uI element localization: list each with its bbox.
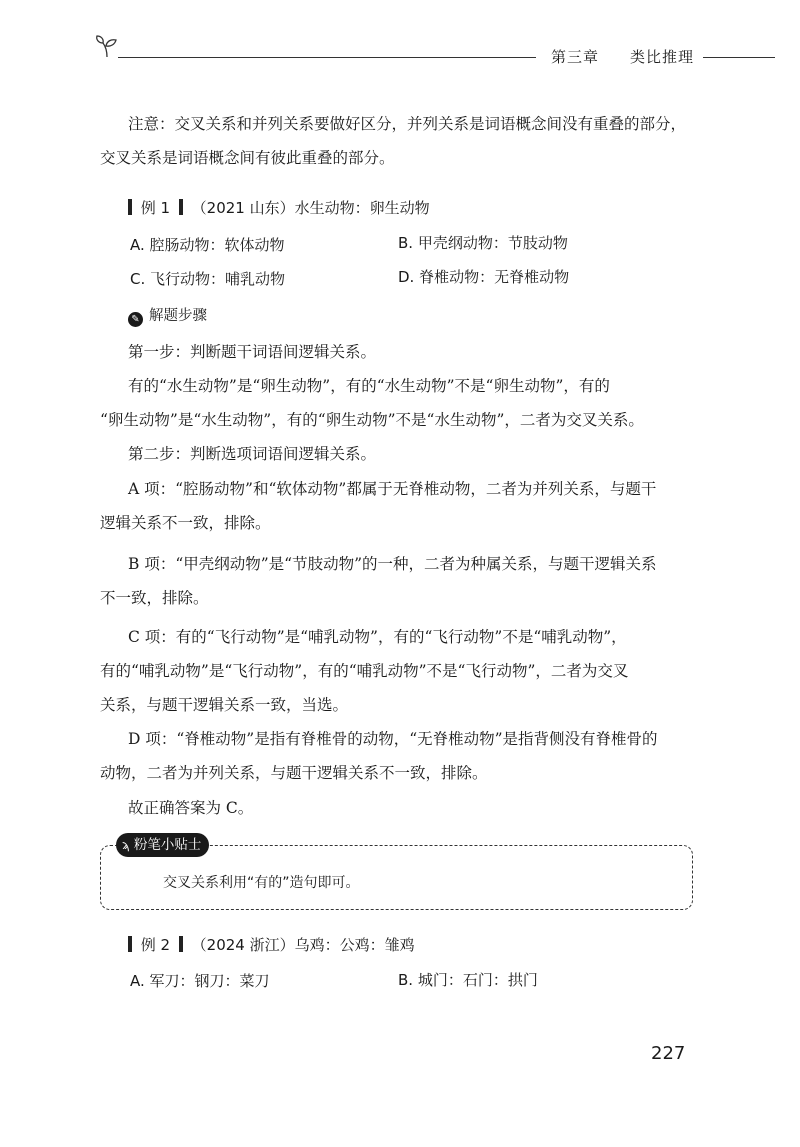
heading-bar	[128, 199, 132, 215]
chapter-label: 第三章	[551, 48, 600, 66]
tips-text: 交叉关系利用“有的”造句即可。	[163, 875, 360, 891]
solution-line: 动物，二者为并列关系，与题干逻辑关系不一致，排除。	[100, 764, 488, 782]
solution-line: 第二步：判断选项词语间逻辑关系。	[128, 445, 377, 463]
example1-label: 例 1	[140, 199, 171, 217]
tips-badge-label: 粉笔小贴士	[133, 837, 202, 853]
option-c: C. 飞行动物：哺乳动物	[130, 270, 286, 288]
solution-line: A 项：“腔肠动物”和“软体动物”都属于无脊椎动物，二者为并列关系，与题干	[128, 480, 657, 498]
sprout-icon	[94, 33, 120, 59]
example1-question: 水生动物：卵生动物	[294, 199, 430, 217]
example1-heading	[128, 197, 430, 218]
option-b: B. 甲壳纲动物：节肢动物	[398, 234, 568, 252]
steps-title-text: 解题步骤	[149, 308, 207, 324]
heading-bar	[179, 936, 183, 952]
steps-title	[128, 304, 207, 327]
solution-line: C 项：有的“飞行动物”是“哺乳动物”，有的“飞行动物”不是“哺乳动物”，	[128, 628, 627, 646]
solution-line: 不一致，排除。	[100, 589, 209, 607]
heading-bar	[128, 936, 132, 952]
solution-line: “卵生动物”是“水生动物”，有的“卵生动物”不是“水生动物”，二者为交叉关系。	[100, 411, 644, 429]
example2-question: 乌鸡：公鸡：雏鸡	[294, 936, 415, 954]
example2-option-a: A. 军刀：钢刀：菜刀	[130, 972, 270, 990]
solution-line: 有的“水生动物”是“卵生动物”，有的“水生动物”不是“卵生动物”，有的	[128, 377, 610, 395]
example2-label: 例 2	[140, 936, 171, 954]
answer-line: 故正确答案为 C。	[128, 799, 254, 817]
solution-line: 第一步：判断题干词语间逻辑关系。	[128, 343, 377, 361]
solution-line: B 项：“甲壳纲动物”是“节肢动物”的一种，二者为种属关系，与题干逻辑关系	[128, 555, 657, 573]
heading-bar	[179, 199, 183, 215]
header-rule	[118, 57, 536, 58]
option-d: D. 脊椎动物：无脊椎动物	[398, 268, 570, 286]
header-rule-right	[703, 57, 775, 58]
example1-source: （2021 山东）	[191, 199, 295, 217]
tips-sprout-icon: ϡ	[122, 838, 130, 852]
solution-line: 逻辑关系不一致，排除。	[100, 514, 271, 532]
tips-badge	[116, 833, 209, 857]
note-line-2: 交叉关系是词语概念间有彼此重叠的部分。	[100, 149, 395, 167]
example2-option-b: B. 城门：石门：拱门	[398, 971, 538, 989]
page-number: 227	[651, 1043, 686, 1064]
example2-source: （2024 浙江）	[191, 936, 295, 954]
note-line-1: 注意：交叉关系和并列关系要做好区分，并列关系是词语概念间没有重叠的部分，	[128, 115, 687, 133]
option-a: A. 腔肠动物：软体动物	[130, 236, 285, 254]
solution-line: D 项：“脊椎动物”是指有脊椎骨的动物，“无脊椎动物”是指背侧没有脊椎骨的	[128, 730, 658, 748]
steps-icon: ✎	[128, 312, 143, 327]
solution-line: 关系，与题干逻辑关系一致，当选。	[100, 696, 349, 714]
chapter-title: 类比推理	[630, 48, 695, 66]
example2-heading	[128, 934, 415, 955]
solution-line: 有的“哺乳动物”是“飞行动物”，有的“哺乳动物”不是“飞行动物”，二者为交叉	[100, 662, 629, 680]
